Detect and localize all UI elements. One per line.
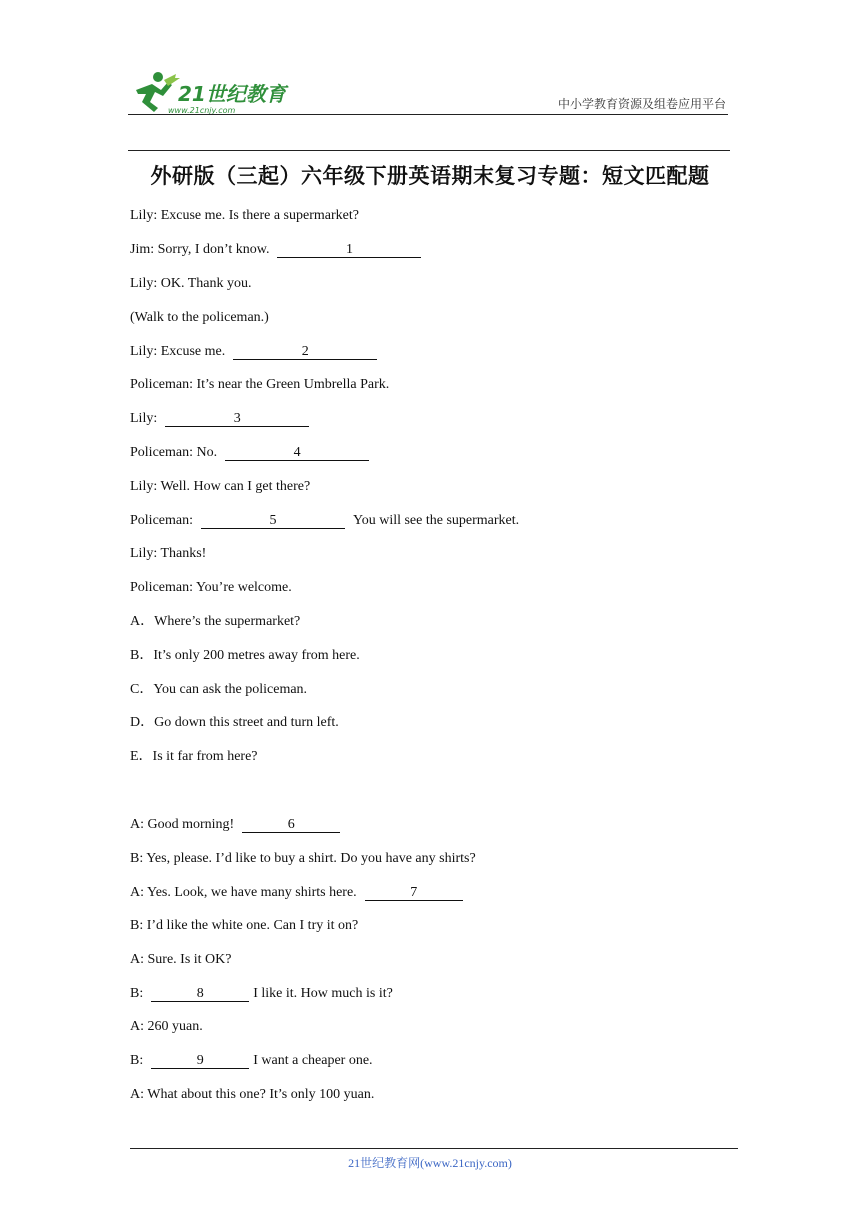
text-line	[130, 241, 425, 259]
text-line	[130, 376, 389, 394]
answer-blank[interactable]: 8	[151, 986, 249, 1002]
text-line	[130, 545, 206, 563]
text-line	[130, 613, 300, 631]
line-text: Policeman: You’re welcome.	[130, 580, 292, 595]
text-line	[130, 1086, 374, 1104]
text-line	[130, 579, 292, 597]
text-line	[130, 1052, 373, 1070]
line-text: A．Where’s the supermarket?	[130, 614, 301, 629]
line-text-after-blank: You will see the supermarket.	[353, 513, 520, 528]
line-text: B: Yes, please. I’d like to buy a shirt. Do you have any shirts?	[130, 851, 476, 866]
text-line	[130, 444, 373, 462]
answer-blank[interactable]: 9	[151, 1053, 249, 1069]
line-text: Policeman: No.	[130, 445, 218, 460]
title-divider	[128, 150, 730, 151]
text-line	[130, 343, 381, 361]
line-text: (Walk to the policeman.)	[130, 310, 269, 325]
line-text: E．Is it far from here?	[130, 749, 258, 764]
text-line	[130, 309, 269, 327]
text-line	[130, 512, 519, 530]
page-title: 外研版（三起）六年级下册英语期末复习专题：短文匹配题	[150, 164, 710, 188]
line-text-after-blank: I want a cheaper one.	[253, 1053, 373, 1068]
line-text: A: Yes. Look, we have many shirts here.	[130, 885, 357, 900]
text-line	[130, 275, 251, 293]
text-line	[130, 410, 313, 428]
answer-blank[interactable]: 5	[201, 513, 345, 529]
answer-blank[interactable]: 4	[225, 445, 369, 461]
line-text: Jim: Sorry, I don’t know.	[130, 242, 270, 257]
text-line	[130, 917, 358, 935]
text-line	[130, 884, 467, 902]
text-line	[130, 1018, 203, 1036]
text-line	[130, 681, 307, 699]
text-line	[130, 985, 393, 1003]
line-text: Policeman: It’s near the Green Umbrella Park.	[130, 377, 390, 392]
line-text: A: Good morning!	[130, 817, 235, 832]
answer-blank[interactable]: 7	[365, 885, 463, 901]
text-line	[130, 207, 359, 225]
line-text: A: What about this one? It’s only 100 yuan.	[130, 1087, 375, 1102]
line-text: A: Sure. Is it OK?	[130, 952, 232, 967]
line-text: Lily: Well. How can I get there?	[130, 479, 311, 494]
footer-divider	[130, 1148, 738, 1149]
header-divider	[128, 114, 728, 115]
text-line	[130, 816, 344, 834]
text-line	[130, 951, 232, 969]
line-text: B:	[130, 1053, 144, 1068]
line-text: C．You can ask the policeman.	[130, 682, 308, 697]
answer-blank[interactable]: 6	[242, 817, 340, 833]
answer-blank[interactable]: 2	[233, 344, 377, 360]
text-line	[130, 748, 258, 766]
svg-text:www.21cnjy.com: www.21cnjy.com	[168, 106, 236, 115]
text-line	[130, 850, 476, 868]
line-text: B:	[130, 986, 144, 1001]
text-line	[130, 647, 360, 665]
footer-text: 21世纪教育网(www.21cnjy.com)	[348, 1156, 512, 1170]
logo-21cnjy	[128, 68, 298, 116]
line-text: Lily: Excuse me. Is there a supermarket?	[130, 208, 359, 223]
line-text: Lily:	[130, 411, 158, 426]
line-text: B: I’d like the white one. Can I try it on?	[130, 918, 359, 933]
line-text: Policeman:	[130, 513, 193, 528]
line-text: B．It’s only 200 metres away from here.	[130, 648, 360, 663]
answer-blank[interactable]: 3	[165, 411, 309, 427]
line-text: Lily: OK. Thank you.	[130, 276, 252, 291]
line-text: Lily: Thanks!	[130, 546, 207, 561]
line-text: A: 260 yuan.	[130, 1019, 203, 1034]
line-text: D．Go down this street and turn left.	[130, 715, 339, 730]
text-line	[130, 478, 310, 496]
page-header	[128, 62, 728, 114]
header-platform-text: 中小学教育资源及组卷应用平台	[557, 97, 726, 111]
answer-blank[interactable]: 1	[277, 242, 421, 258]
line-text-after-blank: I like it. How much is it?	[253, 986, 393, 1001]
svg-text:21世纪教育: 21世纪教育	[178, 82, 286, 106]
line-text: Lily: Excuse me.	[130, 344, 226, 359]
text-line	[130, 714, 339, 732]
